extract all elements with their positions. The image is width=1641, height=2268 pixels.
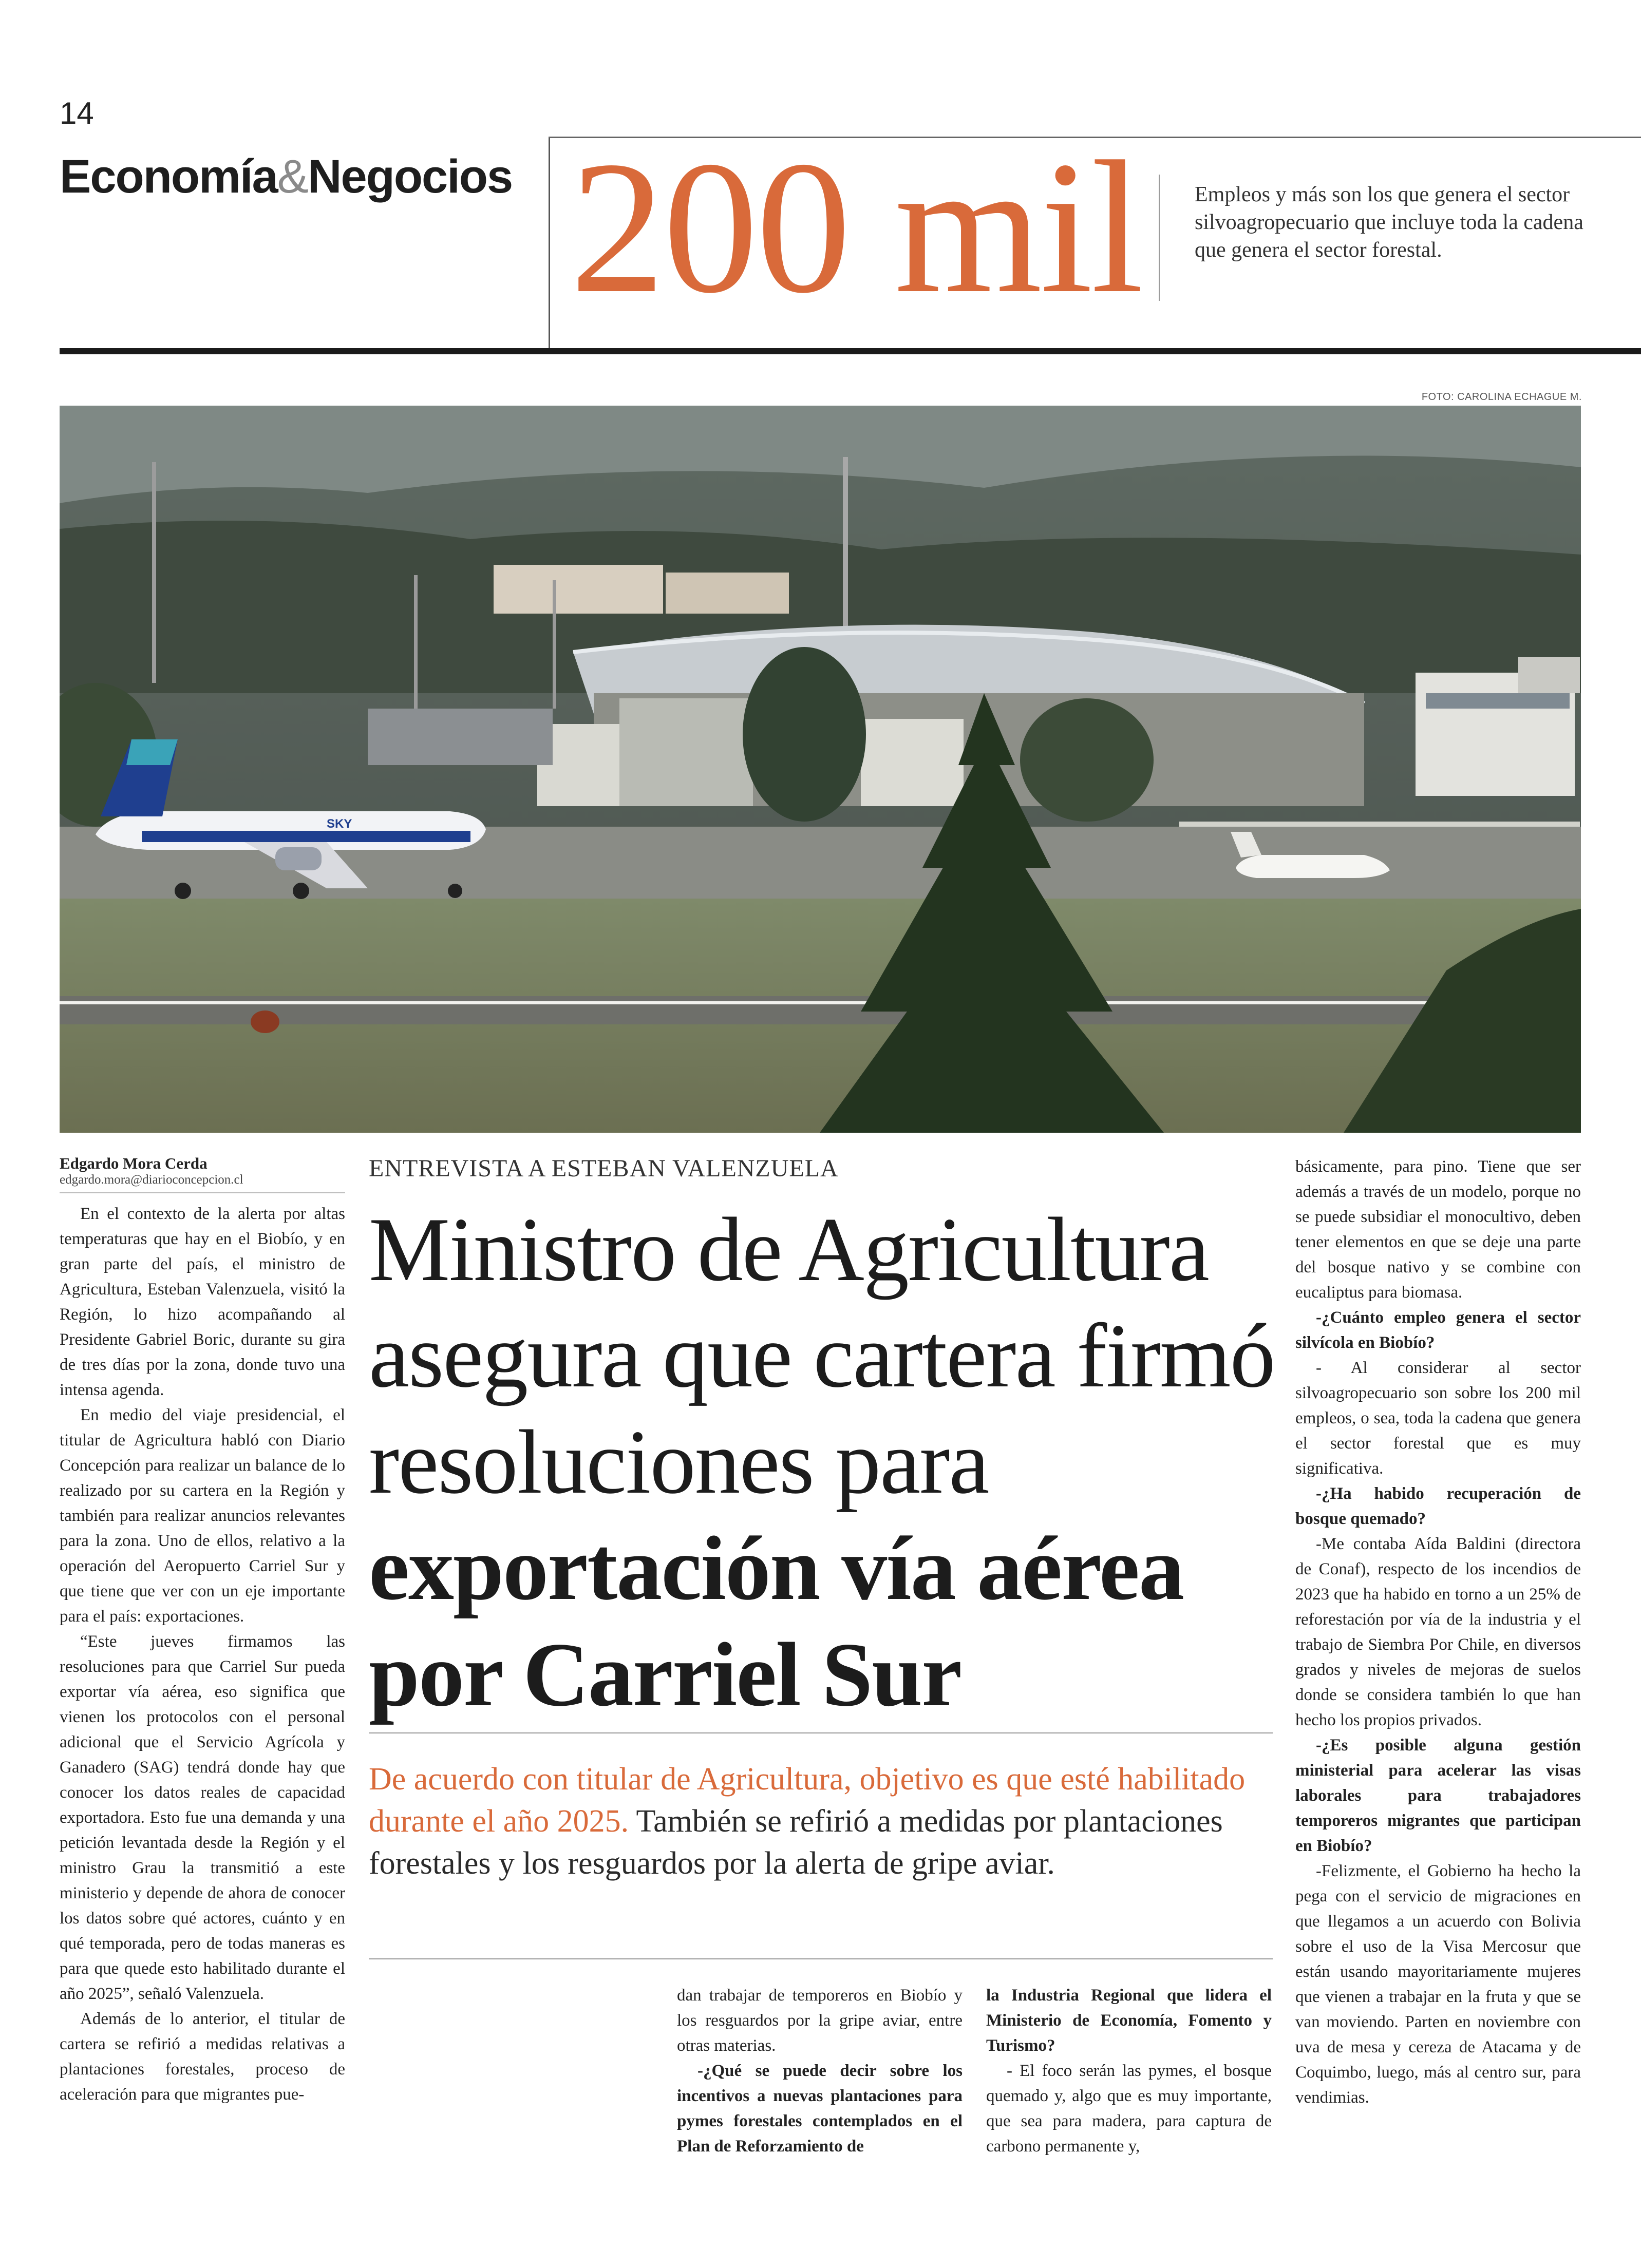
interview-answer: -Felizmente, el Gobierno ha hecho la pega con el servicio de migraciones en que llegamos a un acuerdo con Bolivia sobre el uso de la Visa Mercosur que están usando mayoritariamente mujeres que vienen a trabajar en la fruta y que se van moviendo. Parten en noviembre con uva de mesa y cereza de Atacama y de Coquimbo, luego, más al centro sur, para vendimias.	[1295, 1862, 1581, 2107]
body-column-4	[1295, 1154, 1581, 2110]
interview-answer: - El foco serán las pymes, el bosque quemado y, algo que es muy importante, que sea para madera, para captura de carbono permanente y,	[986, 2062, 1272, 2156]
interview-question: -¿Ha habido recuperación de bosque quemado?	[1295, 1484, 1581, 1528]
section-title-main: Economía	[60, 150, 277, 203]
headline-rule-top	[369, 1732, 1273, 1733]
photo-credit: FOTO: CAROLINA ECHAGUE M.	[1421, 391, 1582, 403]
deck-rest: También se refirió a medidas por plantaciones forestales y los resguardos por la alerta de gripe aviar.	[369, 1804, 1223, 1881]
interview-answer: - Al considerar al sector silvoagropecuario son sobre los 200 mil empleos, o sea, toda la cadena que genera el sector forestal que es muy significativa.	[1295, 1359, 1581, 1478]
section-title-second: Negocios	[308, 150, 513, 203]
section-title-amp: &	[277, 150, 308, 203]
deck-accent: De acuerdo con titular de Agricultura, objetivo es que esté habilitado durante el año 2025.	[369, 1762, 1246, 1839]
header-bottom-rule	[60, 348, 1641, 354]
body-paragraph: “Este jueves firmamos las resoluciones para que Carriel Sur pueda exportar vía aérea, eso significa que vienen los protocolos con el personal adicional que el Servicio Agrícola y Ganadero (SAG) tendrá donde hay que conocer los datos reales de capacidad exportadora. Esto fue una demanda y una petición levantada desde la Región y el ministro Grau la transmitió a este ministerio y depende de ahora de conocer los datos sobre qué actores, cuánto y en qué temporada, pero de todas maneras es para que quede esto habilitado durante el año 2025”, señaló Valenzuela.	[60, 1632, 345, 2003]
highlight-separator	[1159, 175, 1160, 301]
highlight-number: 200 mil	[570, 122, 1142, 333]
byline-rule	[60, 1192, 345, 1193]
body-paragraph: En medio del viaje presidencial, el titular de Agricultura habló con Diario Concepción para realizar un balance de lo realizado por su cartera en la Región y también para realizar anuncios relevantes para la zona. Uno de ellos, relativo a la operación del Aeropuerto Carriel Sur y que tiene que ver con un eje importante para el país: exportaciones.	[60, 1406, 345, 1626]
interview-answer: básicamente, para pino. Tiene que ser además a través de un modelo, porque no se puede subsidiar el monocultivo, deben tener elementos en que se deje una parte del bosque nativo y se combine con eucaliptus para biomasa.	[1295, 1157, 1581, 1302]
body-column-1	[60, 1202, 345, 2107]
headline-rule-bottom	[369, 1958, 1273, 1959]
byline-email[interactable]: edgardo.mora@diarioconcepcion.cl	[60, 1173, 243, 1187]
body-column-2	[677, 1983, 963, 2159]
body-column-3	[986, 1983, 1272, 2159]
body-paragraph: Además de lo anterior, el titular de cartera se refirió a medidas relativas a plantaciones forestales, proceso de aceleración para que migrantes pue-	[60, 2010, 345, 2104]
plane-livery-text: SKY	[327, 817, 352, 831]
header-divider	[549, 138, 550, 349]
article-headline	[369, 1196, 1293, 1728]
article-deck	[369, 1758, 1273, 1884]
headline-regular: Ministro de Agricultura asegura que cartera firmó resoluciones para	[369, 1198, 1275, 1513]
interview-answer: -Me contaba Aída Baldini (directora de Conaf), respecto de los incendios de 2023 que ha habido en torno a un 25% de reforestación por vía de la industria y el trabajo de Siembra Por Chile, en diversos grados y niveles de mejoras de suelos donde se considera también lo que han hecho los propios privados.	[1295, 1535, 1581, 1729]
highlight-caption: Empleos y más son los que genera el sector silvoagropecuario que incluye toda la cadena que genera el sector forestal.	[1195, 183, 1583, 262]
headline-bold: exportación vía aérea por Carriel Sur	[369, 1517, 1183, 1725]
interview-question: -¿Qué se puede decir sobre los incentivos a nuevas plantaciones para pymes forestales contemplados en el Plan de Reforzamiento de	[677, 2062, 963, 2156]
body-paragraph: En el contexto de la alerta por altas temperaturas que hay en el Biobío, y en gran parte del país, el ministro de Agricultura, Esteban Valenzuela, visitó la Región, lo hizo acompañando al Presidente Gabriel Boric, durante su gira de tres días por la zona, donde tuvo una intensa agenda.	[60, 1205, 345, 1399]
page-number: 14	[60, 96, 94, 130]
interview-question: -¿Es posible alguna gestión ministerial para acelerar las visas laborales para trabajadores temporeros migrantes que participan en Biobío?	[1295, 1736, 1581, 1855]
interview-question: -¿Cuánto empleo genera el sector silvícola en Biobío?	[1295, 1308, 1581, 1352]
interview-question: la Industria Regional que lidera el Ministerio de Economía, Fomento y Turismo?	[986, 1986, 1272, 2055]
byline-name: Edgardo Mora Cerda	[60, 1154, 208, 1172]
section-title	[60, 150, 512, 204]
article-kicker: ENTREVISTA A ESTEBAN VALENZUELA	[369, 1155, 839, 1182]
body-paragraph: dan trabajar de temporeros en Biobío y los resguardos por la gripe aviar, entre otras materias.	[677, 1986, 963, 2055]
airport-photo	[60, 406, 1581, 1133]
